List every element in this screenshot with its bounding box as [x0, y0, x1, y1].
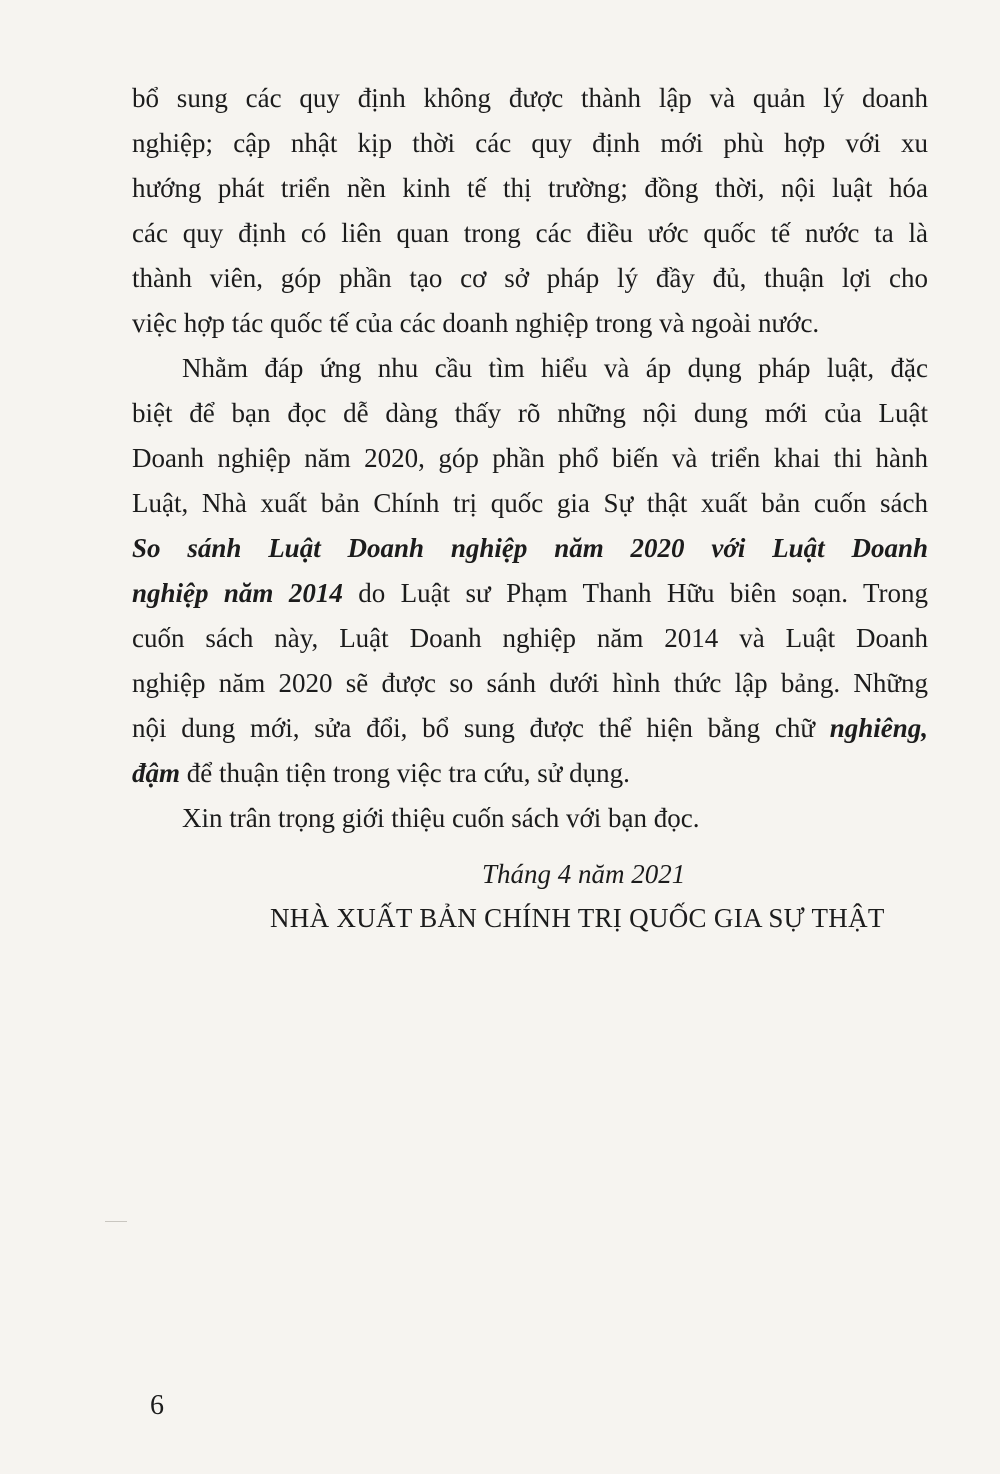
para2-line-7: cuốn sách này, Luật Doanh nghiệp năm 2014 và Luật Doanh [132, 623, 928, 653]
book-title-part-1: So sánh Luật Doanh nghiệp năm 2020 với Luật Doanh [132, 533, 928, 563]
para2-line-6 [132, 571, 928, 616]
para2-line-10 [132, 751, 928, 796]
page-number: 6 [150, 1390, 164, 1421]
emphasis-bold: đậm [132, 758, 181, 788]
para2-line-8: nghiệp năm 2020 sẽ được so sánh dưới hình thức lập bảng. Những [132, 668, 928, 698]
para1-line-3: hướng phát triển nền kinh tế thị trường; đồng thời, nội luật hóa [132, 173, 928, 203]
body-text [132, 76, 928, 841]
para1-line-4: các quy định có liên quan trong các điều ước quốc tế nước ta là [132, 218, 928, 248]
para2-line-10-text: để thuận tiện trong việc tra cứu, sử dụng. [180, 758, 630, 788]
para2-line-9-text: nội dung mới, sửa đổi, bổ sung được thể hiện bằng chữ [132, 713, 830, 743]
emphasis-italic: nghiêng, [829, 713, 928, 743]
signature-date: Tháng 4 năm 2021 [482, 859, 686, 889]
para1-line-5: thành viên, góp phần tạo cơ sở pháp lý đầy đủ, thuận lợi cho [132, 263, 928, 293]
para1-line-2: nghiệp; cập nhật kịp thời các quy định mới phù hợp với xu [132, 128, 928, 158]
signature-publisher: NHÀ XUẤT BẢN CHÍNH TRỊ QUỐC GIA SỰ THẬT [270, 903, 885, 933]
para3-line: Xin trân trọng giới thiệu cuốn sách với bạn đọc. [182, 803, 700, 833]
para2-line-1: Nhằm đáp ứng nhu cầu tìm hiểu và áp dụng pháp luật, đặc [182, 353, 928, 383]
para2-line-9 [132, 706, 928, 751]
para2-line-2: biệt để bạn đọc dễ dàng thấy rõ những nội dung mới của Luật [132, 398, 928, 428]
para2-line-5 [132, 526, 928, 571]
author-text: do Luật sư Phạm Thanh Hữu biên soạn. Trong [342, 578, 928, 608]
para1-line-6: việc hợp tác quốc tế của các doanh nghiệp trong và ngoài nước. [132, 308, 820, 338]
para2-line-3: Doanh nghiệp năm 2020, góp phần phổ biến và triển khai thi hành [132, 443, 928, 473]
para1-line-1: bổ sung các quy định không được thành lập và quản lý doanh [132, 83, 928, 113]
book-title-part-2: nghiệp năm 2014 [132, 578, 343, 608]
para2-line-4: Luật, Nhà xuất bản Chính trị quốc gia Sự thật xuất bản cuốn sách [132, 488, 928, 518]
margin-mark [105, 1221, 127, 1222]
